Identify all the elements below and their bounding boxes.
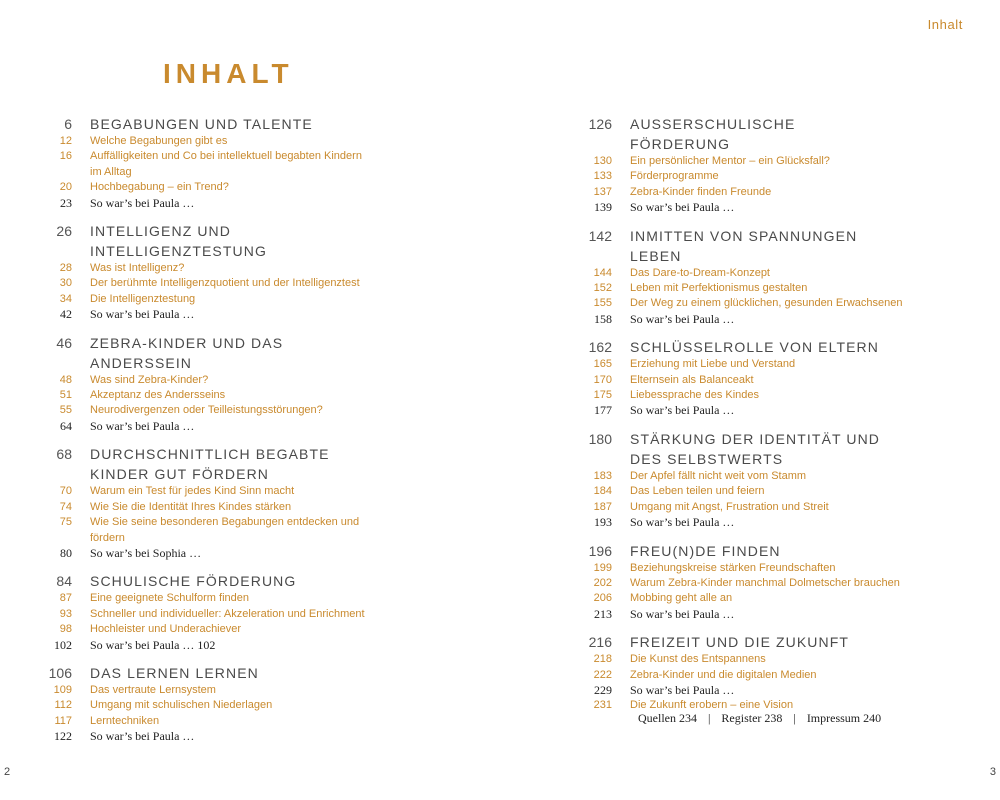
toc-entry[interactable] xyxy=(578,561,988,576)
case-story-entry[interactable] xyxy=(578,200,988,215)
entry-title: Wie Sie seine besonderen Begabungen entdecken und fördern xyxy=(90,516,360,544)
entry-page-number: 152 xyxy=(593,282,612,295)
toc-entry[interactable] xyxy=(38,134,478,149)
entry-title: Lerntechniken xyxy=(90,714,160,727)
toc-footer xyxy=(638,711,881,726)
entry-title: Leben mit Perfektionismus gestalten xyxy=(630,282,808,295)
entry-title: Schneller und individueller: Akzeleration und Enrichment xyxy=(90,607,365,620)
entry-page-number: 187 xyxy=(593,500,612,513)
entry-page-number: 80 xyxy=(60,545,72,560)
section-heading[interactable] xyxy=(38,221,478,261)
entry-title: Ein persönlicher Mentor – ein Glücksfall? xyxy=(630,155,830,167)
entry-title: Umgang mit schulischen Niederlagen xyxy=(90,699,273,712)
case-story-entry[interactable] xyxy=(38,729,478,744)
entry-title: So war’s bei Paula … xyxy=(90,729,195,744)
entry-title: Beziehungskreise stärken Freundschaften xyxy=(630,561,836,574)
entry-page-number: 137 xyxy=(593,185,612,198)
toc-entry[interactable] xyxy=(578,652,988,667)
entry-page-number: 206 xyxy=(593,592,612,605)
toc-section xyxy=(38,663,478,745)
entry-title: Die Zukunft erobern – eine Vision xyxy=(630,699,794,712)
entry-page-number: 74 xyxy=(59,500,72,513)
toc-entry[interactable] xyxy=(578,154,988,169)
toc-entry[interactable] xyxy=(578,500,988,515)
entry-page-number: 30 xyxy=(59,277,72,290)
footer-separator: | xyxy=(793,711,796,725)
entry-page-number: 75 xyxy=(59,516,72,529)
section-heading[interactable] xyxy=(578,337,988,357)
section-page-number: 216 xyxy=(588,634,612,651)
toc-entry[interactable] xyxy=(38,292,478,307)
entry-title: So war’s bei Paula … xyxy=(90,418,195,433)
entry-page-number: 144 xyxy=(593,266,612,279)
entry-title: So war’s bei Paula … xyxy=(630,515,735,530)
section-title: DAS LERNEN LERNEN xyxy=(90,664,259,681)
entry-title: So war’s bei Paula … xyxy=(630,200,735,215)
entry-title: Das vertraute Lernsystem xyxy=(90,683,216,696)
section-page-number: 180 xyxy=(588,430,612,447)
entry-title: Die Intelligenztestung xyxy=(90,292,196,305)
entry-page-number: 155 xyxy=(593,297,612,310)
page-number-left: 2 xyxy=(4,766,11,778)
entry-page-number: 139 xyxy=(594,200,612,215)
entry-title: Was sind Zebra-Kinder? xyxy=(90,373,209,386)
entry-title: Liebessprache des Kindes xyxy=(630,389,760,402)
toc-entry[interactable] xyxy=(38,373,478,388)
toc-entry[interactable] xyxy=(38,261,478,276)
toc-entry[interactable] xyxy=(38,607,478,622)
entry-page-number: 23 xyxy=(60,195,72,210)
entry-page-number: 98 xyxy=(59,623,72,636)
entry-title: Neurodivergenzen oder Teilleistungsstörungen? xyxy=(90,404,323,417)
entry-page-number: 231 xyxy=(593,699,612,712)
toc-section xyxy=(578,226,988,328)
entry-page-number: 12 xyxy=(59,135,72,147)
toc-entry[interactable] xyxy=(38,180,478,195)
entry-title: So war’s bei Paula … 102 xyxy=(90,637,216,652)
entry-title: Erziehung mit Liebe und Verstand xyxy=(630,358,796,371)
entry-title: So war’s bei Sophia … xyxy=(90,545,202,560)
section-page-number: 162 xyxy=(588,339,612,356)
entry-page-number: 130 xyxy=(593,155,612,167)
entry-page-number: 170 xyxy=(593,373,612,386)
toc-entry[interactable] xyxy=(38,484,478,499)
toc-entry[interactable] xyxy=(38,622,478,637)
section-heading[interactable] xyxy=(578,114,988,154)
entry-page-number: 193 xyxy=(594,515,612,530)
section-heading[interactable] xyxy=(38,571,478,591)
entry-page-number: 213 xyxy=(594,606,612,621)
section-page-number: 196 xyxy=(588,542,612,559)
entry-page-number: 222 xyxy=(593,668,612,681)
toc-entry[interactable] xyxy=(578,388,988,403)
toc-entry[interactable] xyxy=(38,403,478,418)
entry-page-number: 28 xyxy=(59,262,72,275)
toc-entry[interactable] xyxy=(38,276,478,291)
entry-page-number: 87 xyxy=(59,592,72,605)
entry-title: So war’s bei Paula … xyxy=(90,307,195,322)
footer-quellen[interactable]: Quellen 234 xyxy=(638,711,697,725)
toc-section xyxy=(38,571,478,653)
toc-section xyxy=(578,429,988,531)
case-story-entry[interactable] xyxy=(38,196,478,211)
section-title: SCHLÜSSELROLLE VON ELTERN xyxy=(630,339,879,356)
footer-impressum[interactable]: Impressum 240 xyxy=(806,711,882,725)
entry-page-number: 93 xyxy=(59,607,72,620)
toc-section xyxy=(578,541,988,623)
section-page-number: 142 xyxy=(588,227,612,244)
section-title: ZEBRA-KINDER UND DAS ANDERSSEIN xyxy=(90,334,284,371)
entry-page-number: 199 xyxy=(593,561,612,574)
section-title: INTELLIGENZ UND INTELLIGENZTESTUNG xyxy=(90,223,267,260)
toc-entry[interactable] xyxy=(578,484,988,499)
entry-page-number: 165 xyxy=(593,358,612,371)
entry-page-number: 64 xyxy=(60,418,72,433)
toc-entry[interactable] xyxy=(38,149,478,180)
section-heading[interactable] xyxy=(578,429,988,469)
section-page-number: 84 xyxy=(56,573,72,590)
toc-entry[interactable] xyxy=(578,373,988,388)
entry-title: Elternsein als Balanceakt xyxy=(630,373,754,386)
toc-section xyxy=(578,114,988,216)
case-story-entry[interactable] xyxy=(38,546,478,561)
entry-page-number: 229 xyxy=(594,682,612,697)
entry-page-number: 202 xyxy=(593,576,612,589)
toc-entry[interactable] xyxy=(578,591,988,606)
entry-title: Warum ein Test für jedes Kind Sinn macht xyxy=(90,485,295,498)
entry-title: Förderprogramme xyxy=(630,170,719,183)
entry-title: Eine geeignete Schulform finden xyxy=(90,592,249,605)
entry-title: Umgang mit Angst, Frustration und Streit xyxy=(630,500,829,513)
section-title: FREU(N)DE FINDEN xyxy=(630,542,781,559)
entry-title: Zebra-Kinder finden Freunde xyxy=(630,185,772,198)
section-title: AUSSERSCHULISCHE FÖRDERUNG xyxy=(630,116,796,152)
entry-page-number: 117 xyxy=(54,714,72,727)
toc-entry[interactable] xyxy=(38,714,478,729)
toc-entry[interactable] xyxy=(578,296,988,311)
entry-title: So war’s bei Paula … xyxy=(630,606,735,621)
entry-page-number: 183 xyxy=(593,469,612,482)
section-title: INMITTEN VON SPANNUNGEN LEBEN xyxy=(630,227,858,264)
toc-entry[interactable] xyxy=(578,469,988,484)
section-page-number: 6 xyxy=(64,116,72,132)
case-story-entry[interactable] xyxy=(38,419,478,434)
entry-page-number: 122 xyxy=(54,729,72,744)
footer-register[interactable]: Register 238 xyxy=(721,711,783,725)
toc-right-column xyxy=(578,114,988,724)
entry-page-number: 112 xyxy=(54,699,72,712)
section-title: BEGABUNGEN UND TALENTE xyxy=(90,116,313,132)
entry-title: Was ist Intelligenz? xyxy=(90,262,185,275)
entry-title: Der berühmte Intelligenzquotient und der Intelligenztest xyxy=(90,277,360,290)
entry-page-number: 102 xyxy=(54,637,72,652)
section-page-number: 126 xyxy=(588,116,612,132)
page-number-right: 3 xyxy=(989,766,996,778)
case-story-entry[interactable] xyxy=(578,515,988,530)
entry-page-number: 184 xyxy=(593,485,612,498)
entry-title: Mobbing geht alle an xyxy=(630,592,733,605)
entry-page-number: 16 xyxy=(59,150,72,163)
section-page-number: 26 xyxy=(56,223,72,240)
entry-title: So war’s bei Paula … xyxy=(630,403,735,418)
entry-title: So war’s bei Paula … xyxy=(90,195,195,210)
case-story-entry[interactable] xyxy=(38,638,478,653)
toc-entry[interactable] xyxy=(578,576,988,591)
entry-title: Hochbegabung – ein Trend? xyxy=(90,181,229,194)
entry-title: Die Kunst des Entspannens xyxy=(630,653,766,666)
entry-title: Warum Zebra-Kinder manchmal Dolmetscher brauchen xyxy=(630,576,900,589)
toc-entry[interactable] xyxy=(38,500,478,515)
section-page-number: 68 xyxy=(56,446,72,463)
toc-section xyxy=(38,221,478,323)
running-header: Inhalt xyxy=(927,17,963,32)
case-story-entry[interactable] xyxy=(578,683,988,698)
entry-page-number: 20 xyxy=(59,181,72,194)
toc-entry[interactable] xyxy=(38,591,478,606)
section-heading[interactable] xyxy=(38,333,478,373)
entry-page-number: 55 xyxy=(59,404,72,417)
toc-entry[interactable] xyxy=(578,185,988,200)
entry-page-number: 177 xyxy=(594,403,612,418)
toc-entry[interactable] xyxy=(578,668,988,683)
entry-title: So war’s bei Paula … xyxy=(630,682,735,697)
toc-entry[interactable] xyxy=(38,698,478,713)
toc-entry[interactable] xyxy=(38,683,478,698)
section-heading[interactable] xyxy=(578,632,988,652)
page-title: INHALT xyxy=(163,58,294,89)
entry-page-number: 70 xyxy=(59,485,72,498)
entry-title: Akzeptanz des Andersseins xyxy=(90,389,226,402)
footer-separator: | xyxy=(708,711,711,725)
entry-title: So war’s bei Paula … xyxy=(630,311,735,326)
toc-section xyxy=(38,333,478,435)
entry-title: Der Apfel fällt nicht weit vom Stamm xyxy=(630,469,807,482)
toc-section xyxy=(578,337,988,419)
entry-page-number: 48 xyxy=(59,373,72,386)
entry-title: Hochleister und Underachiever xyxy=(90,623,242,636)
toc-entry[interactable] xyxy=(578,266,988,281)
entry-title: Zebra-Kinder und die digitalen Medien xyxy=(630,668,817,681)
entry-title: Wie Sie die Identität Ihres Kindes stärken xyxy=(90,500,292,513)
entry-page-number: 175 xyxy=(593,389,612,402)
entry-page-number: 158 xyxy=(594,311,612,326)
entry-title: Der Weg zu einem glücklichen, gesunden Erwachsenen xyxy=(630,297,903,310)
entry-page-number: 51 xyxy=(59,389,72,402)
section-heading[interactable] xyxy=(38,663,478,683)
entry-page-number: 133 xyxy=(593,170,612,183)
case-story-entry[interactable] xyxy=(38,307,478,322)
section-page-number: 106 xyxy=(48,664,72,681)
toc-entry[interactable] xyxy=(578,169,988,184)
toc-left-column xyxy=(38,114,478,755)
toc-section xyxy=(578,632,988,714)
entry-title: Welche Begabungen gibt es xyxy=(90,135,228,147)
section-title: DURCHSCHNITTLICH BEGABTE KINDER GUT FÖRDERN xyxy=(90,446,330,483)
entry-page-number: 34 xyxy=(59,292,72,305)
toc-entry[interactable] xyxy=(38,388,478,403)
toc-entry[interactable] xyxy=(578,281,988,296)
section-title: SCHULISCHE FÖRDERUNG xyxy=(90,573,297,590)
section-heading[interactable] xyxy=(38,114,478,134)
toc-entry[interactable] xyxy=(38,515,478,546)
toc-section xyxy=(38,114,478,211)
section-page-number: 46 xyxy=(56,334,72,351)
entry-page-number: 42 xyxy=(60,307,72,322)
entry-title: Das Leben teilen und feiern xyxy=(630,485,765,498)
entry-title: Auffälligkeiten und Co bei intellektuell begabten Kindern im Alltag xyxy=(90,150,362,178)
toc-section xyxy=(38,444,478,561)
section-heading[interactable] xyxy=(38,444,478,484)
entry-page-number: 109 xyxy=(53,683,72,696)
section-heading[interactable] xyxy=(578,541,988,561)
entry-title: Das Dare-to-Dream-Konzept xyxy=(630,266,770,279)
case-story-entry[interactable] xyxy=(578,607,988,622)
case-story-entry[interactable] xyxy=(578,312,988,327)
case-story-entry[interactable] xyxy=(578,403,988,418)
toc-entry[interactable] xyxy=(578,357,988,372)
section-title: FREIZEIT UND DIE ZUKUNFT xyxy=(630,634,850,651)
section-heading[interactable] xyxy=(578,226,988,266)
entry-page-number: 218 xyxy=(593,653,612,666)
section-title: STÄRKUNG DER IDENTITÄT UND DES SELBSTWERTS xyxy=(630,430,881,467)
